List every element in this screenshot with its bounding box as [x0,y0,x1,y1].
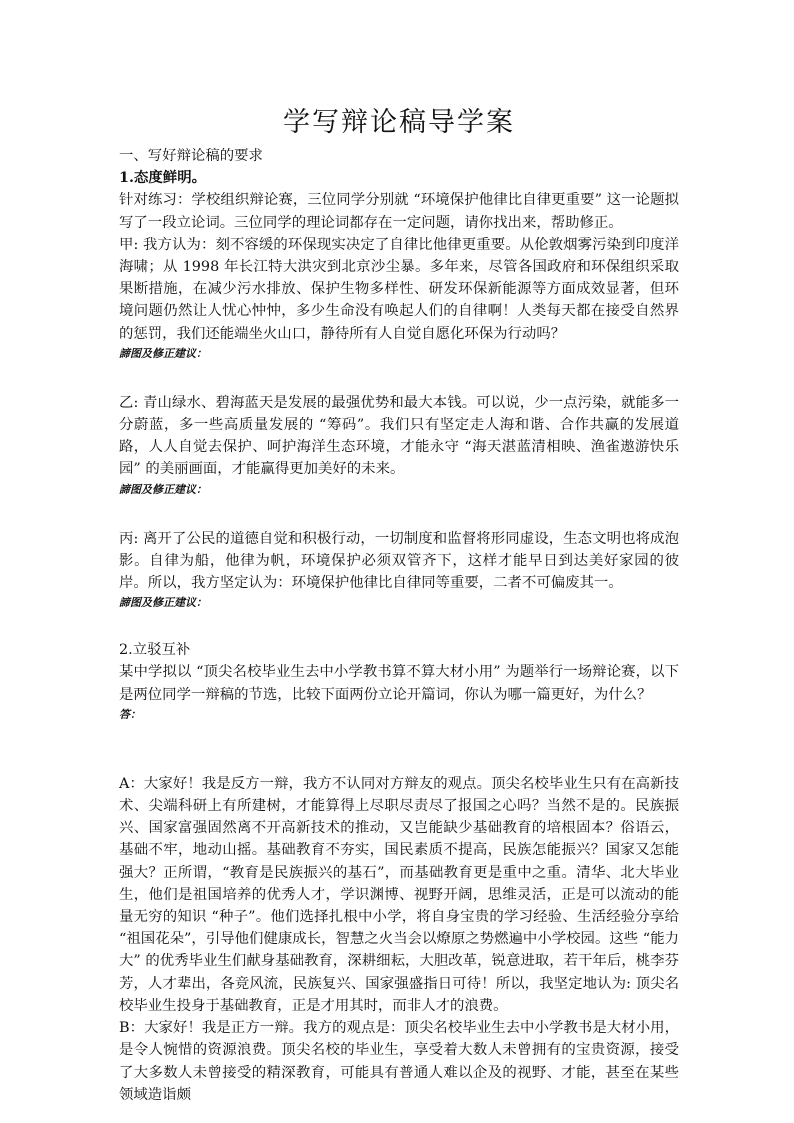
answer-space [119,723,679,773]
paragraph-yi: 乙: 青山绿水、碧海蓝天是发展的最强优势和最大本钱。可以说，少一点污染，就能多一分蔚蓝，多一些高质量发展的 “筹码”。我们只有坚定走人海和谐、合作共赢的发展道路，人人自觉去保护、呵护海洋生态环境，才能永守 “海天湛蓝清相映、渔雀遨游快乐园” 的美丽画面，才能赢得更加美好的未来。 [119,394,679,478]
answer-space [119,498,679,528]
exercise-prompt: 针对练习：学校组织辩论赛，三位同学分别就 “环境保护他律比自律更重要” 这一论题拟写了一段立论词。三位同学的理论词都存在一定问题，请你找出来，帮助修正。 [119,192,679,231]
revision-note-label: 諦图及修正建议： [119,346,207,360]
revision-note-label: 諦图及修正建议： [119,482,207,496]
paragraph-jia: 甲: 我方认为：刻不容缓的环保现实决定了自律比他律更重要。从伦敦烟雾污染到印度洋海啸；从 1998 年长江特大洪灾到北京沙尘暴。多年来，尽管各国政府和环保组织采取果断措施，在减少污水排放、保护生物多样性、研发环保新能源等方面成效显著，但环境问题仍然让人忧心忡忡，多少生命没有唤起人们的自律啊！人类每天都在接受自然界的惩罚，我们还能端坐火山口，静待所有人自觉自愿化环保为行动吗？ [119,236,679,342]
section1-heading: 一、写好辩论稿的要求 [119,148,263,164]
paragraph-a: A：大家好！我是反方一辩，我方不认同对方辩友的观点。顶尖名校毕业生只有在高新技术、尖端科研上有所建树，才能算得上尽职尽责尽了报国之心吗？当然不是的。民族振兴、国家富强固然离不开高新技术的推动，又岂能缺少基础教育的培根固本？俗语云，基础不牢，地动山摇。基础教育不夯实，国民素质不提高，民族怎能振兴？国家又怎能强大？正所谓，“教育是民族振兴的基石”，而基础教育更是重中之重。清华、北大毕业生，他们是祖国培养的优秀人才，学识渊博、视野开阔，思维灵活，正是可以流动的能量无穷的知识 “种子”。他们选择扎根中小学，将自身宝贵的学习经验、生活经验分享给 “祖国花朵”，引导他们健康成长，智慧之火当会以燎原之势燃遍中小学校园。这些 “能力大” 的优秀毕业生们献身基础教育，深耕细耘，大胆改革，锐意进取，若干年后，桃李芬芳，人才辈出，各竞风流，民族复兴、国家强盛指日可待！所以，我坚定地认为: 顶尖名校毕业生投身于基础教育，正是才用其时，而非人才的浪费。 [119,775,679,1014]
paragraph-bing: 丙: 离开了公民的道德自觉和积极行动，一切制度和监督将形同虚设，生态文明也将成泡影。自律为船，他律为帆，环境保护必须双管齐下，这样才能早日到达美好家园的彼岸。所以，我方坚定认为：环境保护他律比自律同等重要，二者不可偏废其一。 [119,530,679,592]
page-title: 学写辩论稿导学案 [283,107,515,138]
answer-space [119,611,679,639]
subheading-attitude: 1.态度鲜明。 [119,169,206,187]
paragraph-b: B：大家好！我是正方一辩。我方的观点是：顶尖名校毕业生去中小学教书是大材小用，是令人惋惜的资源浪费。顶尖名校的毕业生，享受着大数人未曾拥有的宝贵资源，接受了大多数人未曾接受的精深教育，可能具有普通人难以企及的视野、才能，甚至在某些领域造诣颇 [119,1020,679,1103]
answer-space [119,362,679,392]
document-page [119,100,679,1106]
revision-note-label: 諦图及修正建议： [119,596,207,610]
section2-heading: 2.立驳互补 [119,642,191,659]
answer-label: 答： [119,707,141,721]
section2-intro: 某中学拟以 “顶尖名校毕业生去中小学教书算不算大材小用” 为题举行一场辩论赛，以下是两位同学一辩稿的节选，比较下面两份立论开篇词，你认为哪一篇更好，为什么？ [119,664,679,703]
